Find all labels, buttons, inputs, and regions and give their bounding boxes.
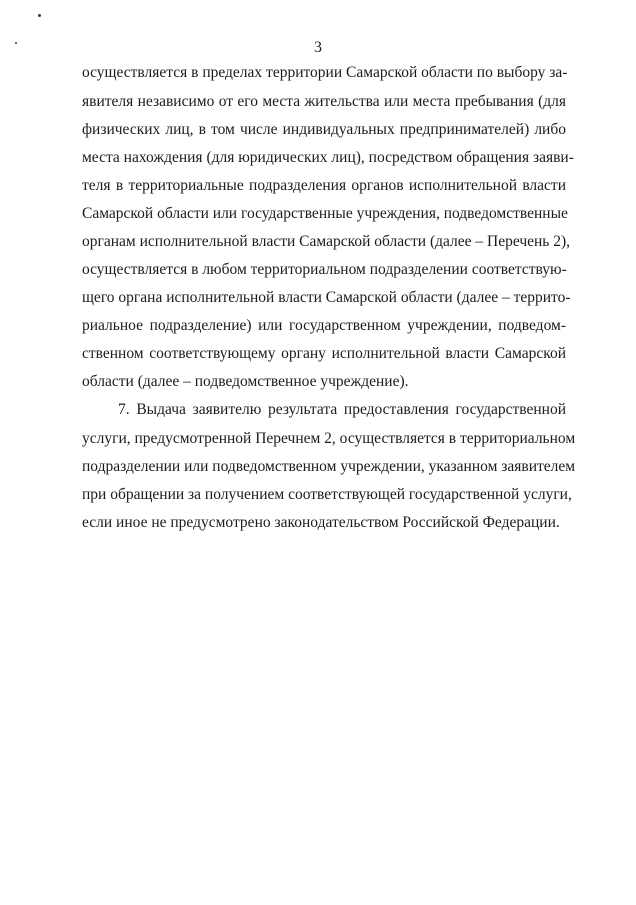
text-line: ственном соответствующему органу исполнительной власти Самарской xyxy=(82,345,566,362)
text-line: при обращении за получением соответствующей государственной услуги, xyxy=(82,486,572,503)
text-line: подразделении или подведомственном учреждении, указанном заявителем xyxy=(82,458,576,475)
text-line: щего органа исполнительной власти Самарской области (далее – террито- xyxy=(82,289,571,306)
text-line: места нахождения (для юридических лиц), посредством обращения заяви- xyxy=(82,149,574,166)
text-line: Самарской области или государственные учреждения, подведомственные xyxy=(82,205,568,222)
text-line: теля в территориальные подразделения органов исполнительной власти xyxy=(82,177,566,194)
text-line: услуги, предусмотренной Перечнем 2, осуществляется в территориальном xyxy=(82,430,576,447)
page-number: 3 xyxy=(314,39,322,56)
text-line: явителя независимо от его места жительства или места пребывания (для xyxy=(82,93,566,110)
scan-speck-top xyxy=(38,14,41,17)
text-line: осуществляется в пределах территории Самарской области по выбору за- xyxy=(82,64,568,81)
text-line: органам исполнительной власти Самарской области (далее – Перечень 2), xyxy=(82,233,571,250)
text-line: если иное не предусмотрено законодательством Российской Федерации. xyxy=(82,514,560,531)
text-line: области (далее – подведомственное учреждение). xyxy=(82,373,409,390)
text-line: риальное подразделение) или государственном учреждении, подведом- xyxy=(82,317,566,334)
paragraph-7-first-line: 7. Выдача заявителю результата предоставления государственной xyxy=(118,401,566,418)
text-line: осуществляется в любом территориальном подразделении соответствую- xyxy=(82,261,567,278)
text-line: физических лиц, в том числе индивидуальных предпринимателей) либо xyxy=(82,121,566,138)
